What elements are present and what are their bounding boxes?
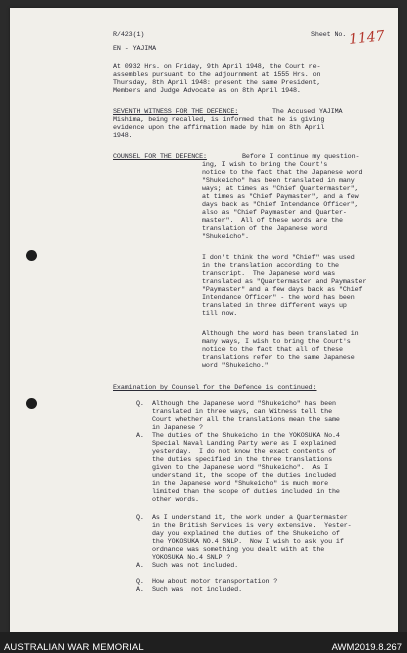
text-line: notice to the fact that the Japanese word <box>202 169 363 177</box>
document-reference: R/423(1) <box>113 31 145 39</box>
text-line: day you explained the duties of the Shukeicho of <box>152 530 340 538</box>
text-line: understand it, the scope of the duties included <box>152 472 336 480</box>
text-line: As I understand it, the work under a Quartermaster <box>152 514 348 522</box>
text-line: given to the Japanese word "Shukeicho". As I <box>152 464 329 472</box>
text-line: "Shukeicho". <box>202 233 249 241</box>
examination-heading: Examination by Counsel for the Defence is continued: <box>113 384 317 392</box>
text-line: YOKOSUKA No.4 SNLP ? <box>152 554 231 562</box>
text-line: many ways, I wish to bring the Court's <box>202 338 351 346</box>
text-line: translated in three ways, can Witness tell the <box>152 408 333 416</box>
qa-label: A. <box>136 586 144 594</box>
case-title: EN - YAJIMA <box>113 45 157 53</box>
text-line: the duties specified in the three translations <box>152 456 333 464</box>
text-line: transcript. The Japanese word was <box>202 270 336 278</box>
text-line: till now. <box>202 310 238 318</box>
qa-label: Q. <box>136 578 144 586</box>
text-line: notice to the fact that all of these <box>202 346 343 354</box>
text-line: in the British Services is very extensive. Yester- <box>152 522 352 530</box>
text-line: other words. <box>152 496 199 504</box>
text-line: At 0932 Hrs. on Friday, 9th April 1948, the Court re- <box>113 63 321 71</box>
text-line: in the Japanese word "Shukeicho" is much more <box>152 480 329 488</box>
text-line: translated in three different ways up <box>202 302 347 310</box>
text-line: Although the word has been translated in <box>202 330 359 338</box>
text-line: ordnance was something you dealt with at the <box>152 546 325 554</box>
document-page <box>10 8 398 632</box>
text-line: ing, I wish to bring the Court's <box>202 161 328 169</box>
witness-heading: SEVENTH WITNESS FOR THE DEFENCE: <box>113 108 239 116</box>
text-line: "Shukeicho" has been translated in many <box>202 177 355 185</box>
text-line: master". All of these words are the <box>202 217 343 225</box>
footer-bar <box>0 632 407 653</box>
text-line: assembles pursuant to the adjournment at 1555 Hrs. on <box>113 71 321 79</box>
text-line: Special Naval Landing Party were as I explained <box>152 440 336 448</box>
text-line: Members and Judge Advocate as on 8th April 1948. <box>113 87 301 95</box>
text-line: Court whether all the translations mean the same <box>152 416 340 424</box>
text-line: Such was not included. <box>152 562 239 570</box>
text-line: days back as "Chief Intendance Officer", <box>202 201 359 209</box>
text-line: translations refer to the same Japanese <box>202 354 355 362</box>
text-line: Although the Japanese word "Shukeicho" has been <box>152 400 336 408</box>
text-line: in Japanese ? <box>152 424 203 432</box>
text-line: 1948. <box>113 132 133 140</box>
text-line: the YOKOSUKA NO.4 SNLP. Now I wish to ask you if <box>152 538 344 546</box>
text-line: ways; at times as "Chief Quartermaster", <box>202 185 359 193</box>
text-line: evidence upon the affirmation made by him on 8th April <box>113 124 325 132</box>
institution-name: AUSTRALIAN WAR MEMORIAL <box>4 642 144 653</box>
text-line: translation of the Japanese word <box>202 225 328 233</box>
sheet-number: 1147 <box>348 28 386 48</box>
text-line: Intendance Officer" - the word has been <box>202 294 355 302</box>
text-line: I don't think the word "Chief" was used <box>202 254 355 262</box>
text-line: The duties of the Shukeicho in the YOKOSUKA No.4 <box>152 432 340 440</box>
qa-label: A. <box>136 562 144 570</box>
text-line: "Paymaster" and a few days back as "Chief <box>202 286 363 294</box>
punch-hole-bottom <box>26 398 37 409</box>
text-line: How about motor transportation ? <box>152 578 278 586</box>
text-line: also as "Chief Paymaster and Quarter- <box>202 209 347 217</box>
qa-label: Q. <box>136 514 144 522</box>
text-line: Before I continue my question- <box>242 153 360 161</box>
qa-label: Q. <box>136 400 144 408</box>
text-line: at times as "Chief Paymaster", and a few <box>202 193 359 201</box>
text-line: in the translation according to the <box>202 262 339 270</box>
counsel-heading: COUNSEL FOR THE DEFENCE: <box>113 153 207 161</box>
catalogue-id: AWM2019.8.267 <box>331 642 402 653</box>
text-line: yesterday. I do not know the exact contents of <box>152 448 336 456</box>
text-line: translated as "Quartermaster and Paymaster <box>202 278 367 286</box>
text-line: limited than the scope of duties included in the <box>152 488 340 496</box>
punch-hole-top <box>26 250 37 261</box>
sheet-label: Sheet No. <box>311 31 347 39</box>
text-line: Mishima, being recalled, is informed that he is giving <box>113 116 325 124</box>
text-line: The Accused YAJIMA <box>272 108 343 116</box>
text-line: Such was not included. <box>152 586 243 594</box>
qa-label: A. <box>136 432 144 440</box>
text-line: word "Shukeicho." <box>202 362 269 370</box>
text-line: Thursday, 8th April 1948: present the same President, <box>113 79 321 87</box>
